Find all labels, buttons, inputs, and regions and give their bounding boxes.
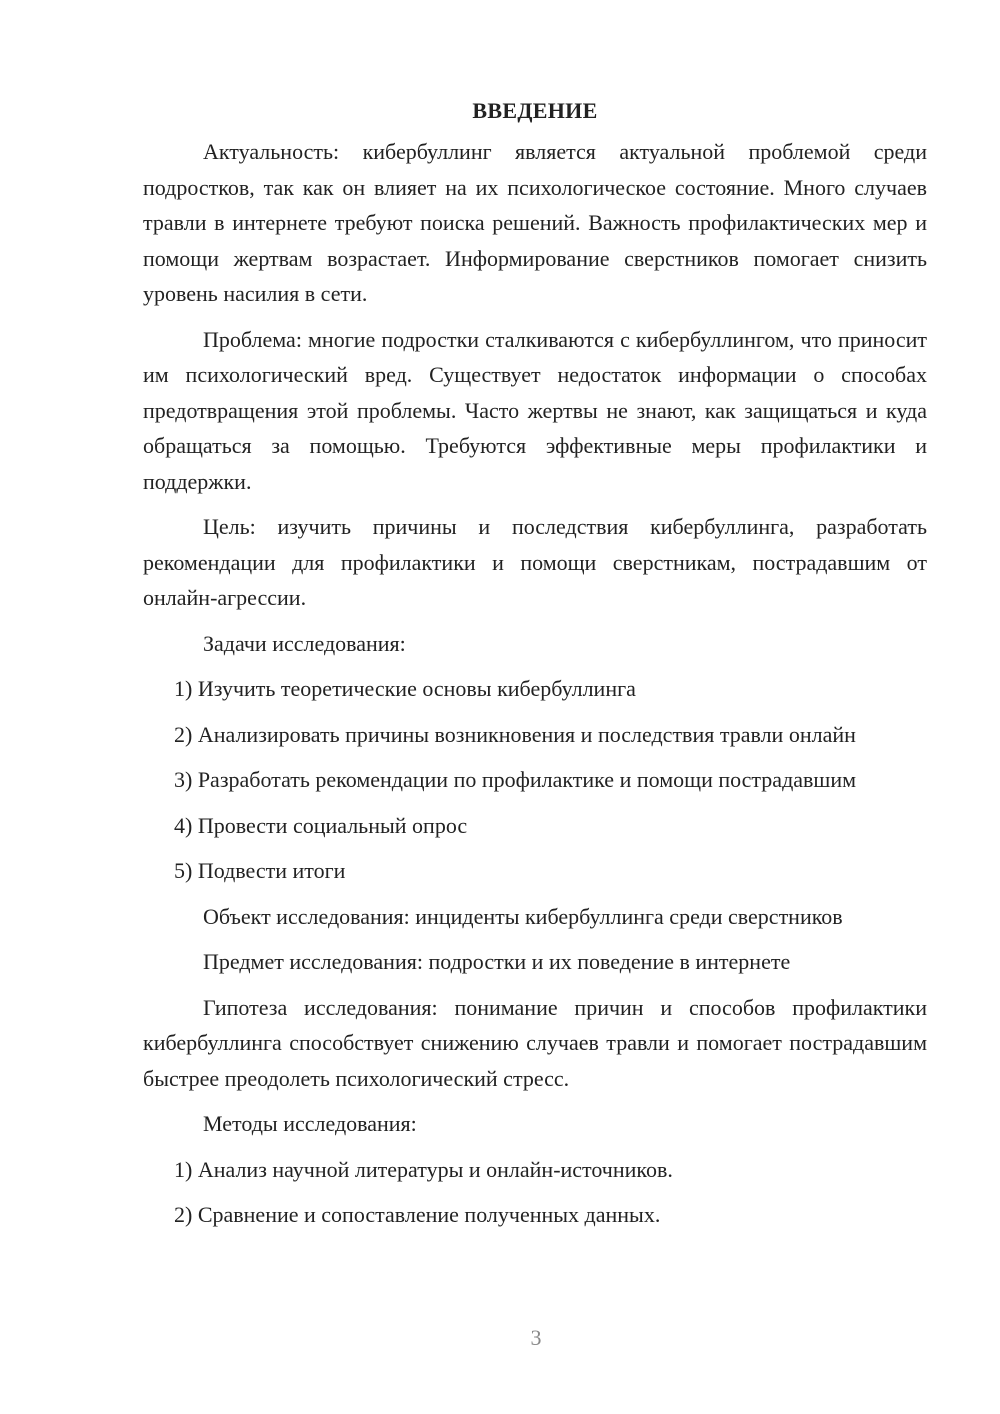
task-item-3: 3) Разработать рекомендации по профилактике и помощи пострадавшим: [174, 767, 857, 792]
method-item-1: 1) Анализ научной литературы и онлайн-источников.: [174, 1156, 673, 1182]
tasks-heading: Задачи исследования:: [203, 630, 406, 656]
subject-paragraph: Предмет исследования: подростки и их поведение в интернете: [203, 949, 791, 974]
relevance-paragraph: Актуальность: кибербуллинг является актуальной проблемой среди подростков, так как он влияет на их психологическое состояние. Много случаев травли в интернете требуют поиска решений. Важность профилактических мер и помощи жертвам возрастает. Информирование сверстников помогает снизить уровень насилия в сети.: [143, 139, 927, 306]
problem-paragraph: Проблема: многие подростки сталкиваются с кибербуллингом, что приносит им психологический вред. Существует недостаток информации о способах предотвращения этой проблемы. Часто жертвы не знают, как защищаться и куда обращаться за помощью. Требуются эффективные меры профилактики и поддержки.: [143, 326, 927, 494]
method-item-2: 2) Сравнение и сопоставление полученных данных.: [174, 1202, 661, 1227]
section-title: ВВЕДЕНИЕ: [472, 98, 598, 123]
page-content: [143, 96, 927, 1233]
object-paragraph: Объект исследования: инциденты кибербуллинга среди сверстников: [203, 903, 843, 929]
task-item-4: 4) Провести социальный опрос: [174, 812, 468, 838]
task-item-5: 5) Подвести итоги: [174, 858, 346, 883]
task-item-1: 1) Изучить теоретические основы кибербуллинга: [174, 676, 636, 701]
task-item-2: 2) Анализировать причины возникновения и последствия травли онлайн: [174, 721, 856, 747]
goal-paragraph: Цель: изучить причины и последствия кибербуллинга, разработать рекомендации для профилактики и помощи сверстникам, пострадавшим от онлайн-агрессии.: [143, 514, 927, 610]
methods-heading: Методы исследования:: [203, 1111, 417, 1136]
hypothesis-paragraph: Гипотеза исследования: понимание причин и способов профилактики кибербуллинга способствует снижению случаев травли и помогает пострадавшим быстрее преодолеть психологический стресс.: [143, 994, 927, 1091]
page-number: 3: [530, 1325, 542, 1350]
